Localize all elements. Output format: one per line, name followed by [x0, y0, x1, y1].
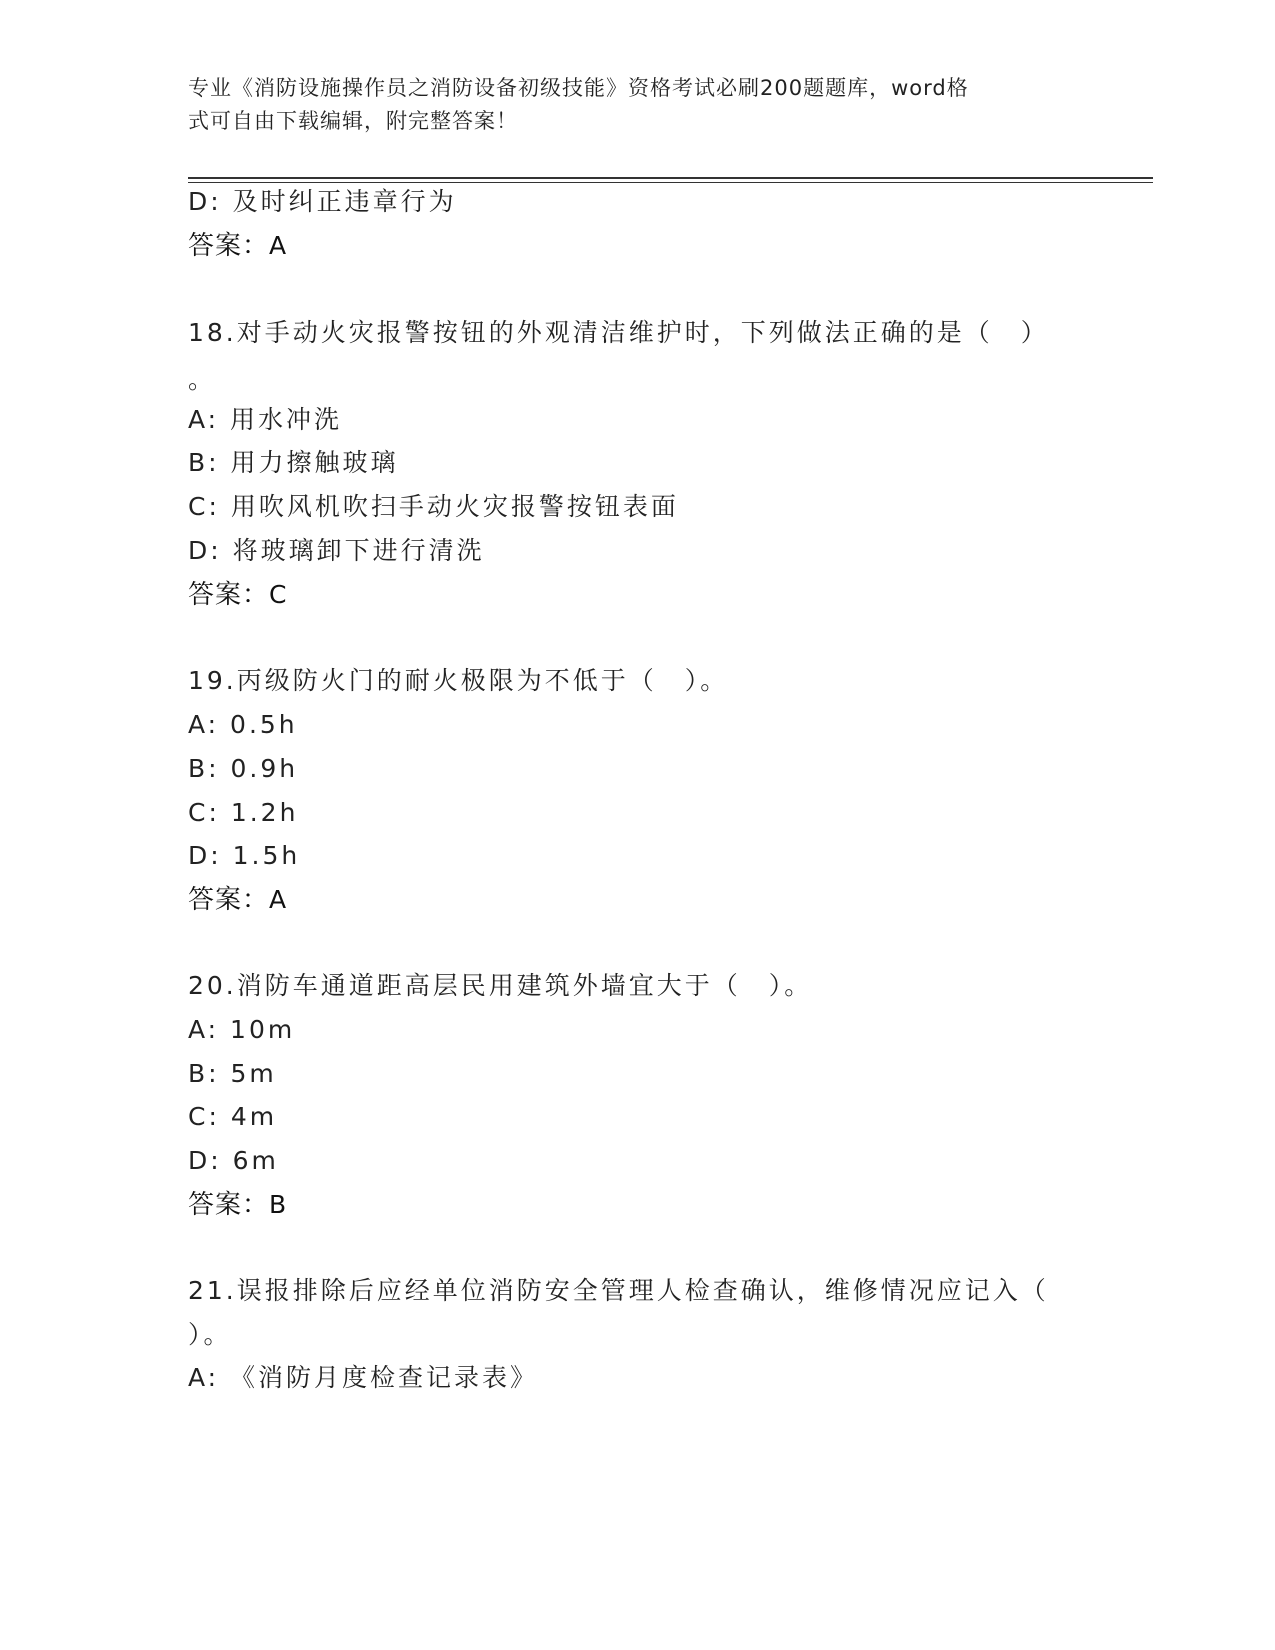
question-21-option-a: A: 《消防月度检查记录表》: [188, 1363, 539, 1392]
question-19-option-a: A: 0.5h: [188, 710, 298, 739]
question-21-stem-cont: ）。: [188, 1320, 232, 1349]
question-18-option-c: C: 用吹风机吹扫手动火灾报警按钮表面: [188, 492, 679, 521]
question-20-option-d: D: 6m: [188, 1146, 279, 1175]
answer-label: 答案：: [188, 231, 270, 261]
question-19-stem: 19.丙级防火门的耐火极限为不低于（ ）。: [188, 666, 729, 695]
question-20-answer: [188, 1189, 287, 1221]
header-divider-thin: [188, 182, 1153, 183]
question-20-option-c: C: 4m: [188, 1102, 278, 1131]
question-21-stem: 21.误报排除后应经单位消防安全管理人检查确认，维修情况应记入（: [188, 1276, 1049, 1305]
header-line-1: 专业《消防设施操作员之消防设备初级技能》资格考试必刷200题题库，word格: [188, 76, 969, 100]
question-18-stem: 18.对手动火灾报警按钮的外观清洁维护时，下列做法正确的是（ ）: [188, 318, 1049, 347]
question-19-option-c: C: 1.2h: [188, 798, 299, 827]
answer-label: 答案：: [188, 885, 270, 915]
question-18-stem-cont: 。: [188, 365, 217, 394]
prev-option-d: D: 及时纠正违章行为: [188, 187, 457, 216]
answer-value: B: [269, 1190, 288, 1219]
answer-label: 答案：: [188, 580, 270, 610]
question-20-stem: 20.消防车通道距高层民用建筑外墙宜大于（ ）。: [188, 971, 813, 1000]
question-18-option-a: A: 用水冲洗: [188, 405, 343, 434]
document-header: [188, 72, 1068, 138]
question-19-answer: [188, 884, 287, 916]
question-18-option-b: B: 用力擦触玻璃: [188, 448, 399, 477]
question-19-option-b: B: 0.9h: [188, 754, 299, 783]
header-divider-thick: [188, 177, 1153, 179]
answer-value: C: [269, 580, 288, 609]
prev-answer: [188, 230, 287, 262]
answer-value: A: [269, 885, 288, 914]
answer-value: A: [269, 231, 288, 260]
question-19-option-d: D: 1.5h: [188, 841, 301, 870]
question-20-option-b: B: 5m: [188, 1059, 277, 1088]
answer-label: 答案：: [188, 1190, 270, 1220]
question-18-option-d: D: 将玻璃卸下进行清洗: [188, 536, 485, 565]
question-18-answer: [188, 579, 287, 611]
question-20-option-a: A: 10m: [188, 1015, 296, 1044]
header-line-2: 式可自由下载编辑，附完整答案！: [188, 109, 518, 133]
